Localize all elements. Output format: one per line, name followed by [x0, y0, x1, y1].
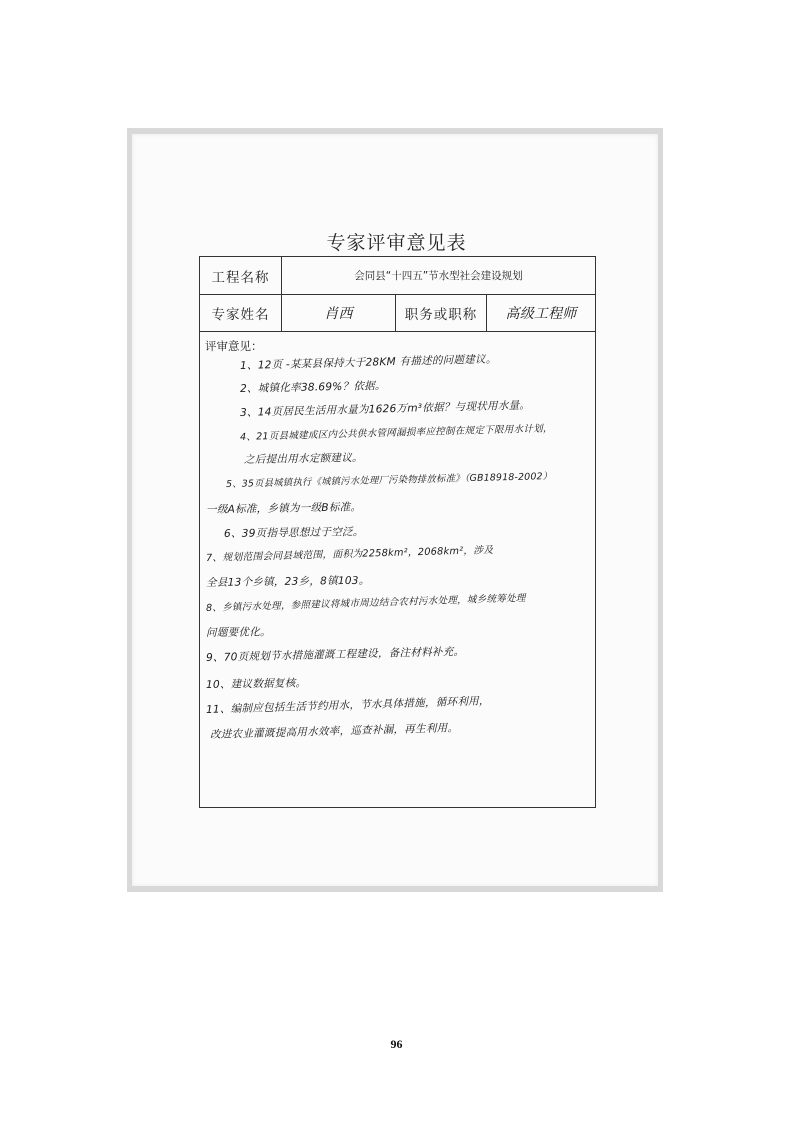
- project-name: 会同县“十四五”节水型社会建设规划: [354, 270, 523, 282]
- project-row: [200, 257, 595, 295]
- project-label: 工程名称: [200, 257, 282, 294]
- comment-line: 9、70页规划节水措施灌溉工程建设，备注材料补充。: [205, 645, 465, 664]
- page-number: 96: [390, 1037, 403, 1051]
- comments-label: 评审意见：: [205, 339, 263, 353]
- review-form-table: [199, 256, 596, 808]
- comment-line: 7、规划范围会同县域范围，面积为2258km²，2068km²，涉及: [205, 544, 494, 564]
- position-value: 高级工程师: [505, 306, 577, 322]
- expert-signature: 肖西: [282, 295, 396, 331]
- comment-line: 问题要优化。: [205, 626, 271, 639]
- form-title: 专家评审意见表: [326, 232, 467, 254]
- comment-line: 2、城镇化率38.69%？依据。: [239, 379, 386, 395]
- comment-line: 6、39页指导思想过于空泛。: [223, 526, 364, 540]
- comment-line: 10、建议数据复核。: [205, 677, 307, 691]
- comment-line: 1、12页 -某某县保持大于28KM 有描述的问题建议。: [239, 353, 497, 372]
- review-comments-area: [200, 332, 595, 807]
- comment-line: 全县13个乡镇，23乡，8镇103。: [205, 574, 370, 589]
- comment-line: 8、乡镇污水处理，参照建议将城市周边结合农村污水处理，城乡统筹处理: [205, 592, 526, 614]
- comment-line: 一级A标准，乡镇为一级B标准。: [205, 501, 362, 516]
- comment-line: 3、14页居民生活用水量为1626万m³依据？与现状用水量。: [239, 399, 531, 419]
- comment-line: 5、35页县城镇执行《城镇污水处理厂污染物排放标准》（GB18918-2002）: [225, 471, 553, 490]
- comment-line: 11、编制应包括生活节约用水，节水具体措施，循环利用，: [205, 695, 490, 716]
- expert-label: 专家姓名: [200, 295, 282, 331]
- expert-row: [200, 295, 595, 332]
- comment-line: 之后提出用水定额建议。: [243, 451, 363, 466]
- position-label: 职务或职称: [396, 295, 487, 331]
- comment-line: 4、21页县城建成区内公共供水管网漏损率应控制在规定下限用水计划，: [239, 423, 553, 443]
- comment-line: 改进农业灌溉提高用水效率，巡查补漏，再生利用。: [209, 722, 459, 741]
